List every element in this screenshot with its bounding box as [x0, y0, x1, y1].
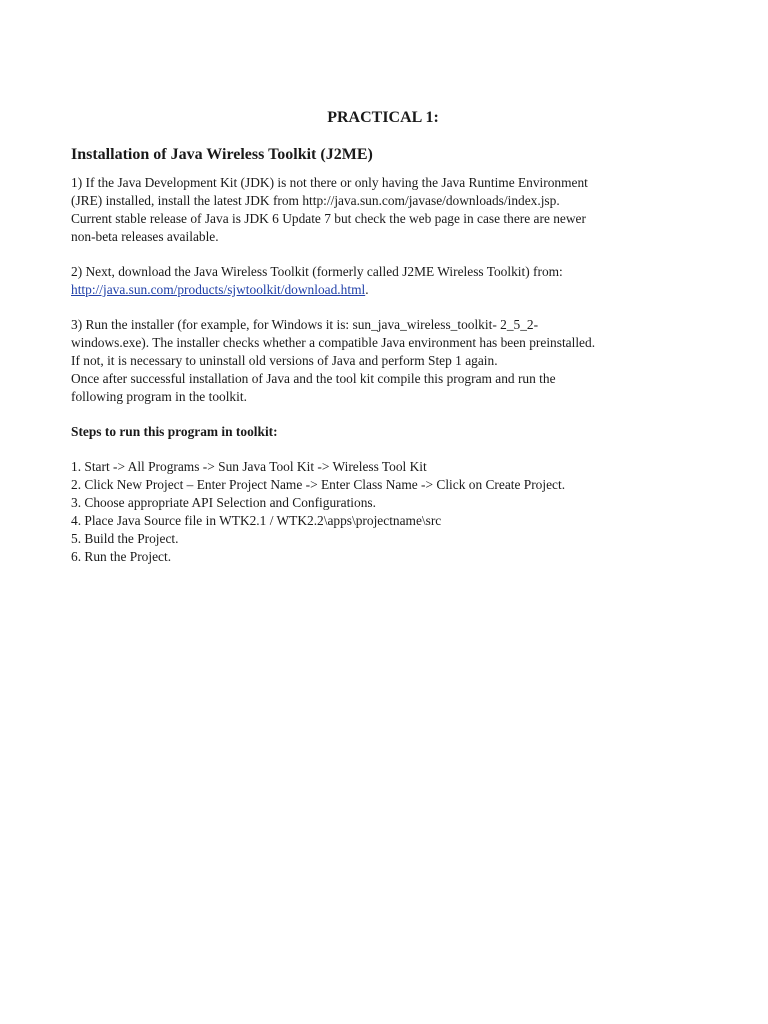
paragraph-1-line: (JRE) installed, install the latest JDK from http://java.sun.com/javase/downloads/index.jsp. [71, 193, 560, 208]
link-suffix: . [365, 282, 369, 297]
paragraph-2-line: 2) Next, download the Java Wireless Toolkit (formerly called J2ME Wireless Toolkit) from: [71, 264, 563, 279]
step-item: 2. Click New Project – Enter Project Name -> Enter Class Name -> Click on Create Project. [71, 477, 566, 492]
steps-list [71, 458, 691, 566]
paragraph-3-line: Once after successful installation of Java and the tool kit compile this program and run the [71, 371, 556, 386]
toolkit-download-link[interactable]: http://java.sun.com/products/sjwtoolkit/download.html [71, 282, 366, 297]
paragraph-3-line: windows.exe). The installer checks whether a compatible Java environment has been preinstalled. [71, 335, 596, 350]
document-page [71, 108, 691, 566]
section-heading: Installation of Java Wireless Toolkit (J2ME) [71, 146, 373, 163]
step-item: 1. Start -> All Programs -> Sun Java Tool Kit -> Wireless Tool Kit [71, 459, 427, 474]
paragraph-3-line: If not, it is necessary to uninstall old versions of Java and perform Step 1 again. [71, 353, 498, 368]
paragraph-2 [71, 263, 691, 299]
paragraph-1-line: 1) If the Java Development Kit (JDK) is not there or only having the Java Runtime Environment [71, 175, 588, 190]
paragraph-1-line: Current stable release of Java is JDK 6 Update 7 but check the web page in case there are newer [71, 211, 586, 226]
step-item: 3. Choose appropriate API Selection and Configurations. [71, 495, 376, 510]
step-item: 5. Build the Project. [71, 531, 179, 546]
step-item: 4. Place Java Source file in WTK2.1 / WTK2.2\apps\projectname\src [71, 513, 442, 528]
paragraph-2-link-line [71, 281, 691, 299]
steps-heading: Steps to run this program in toolkit: [71, 424, 278, 439]
paragraph-3-line: 3) Run the installer (for example, for Windows it is: sun_java_wireless_toolkit- 2_5_2- [71, 317, 539, 332]
paragraph-3-line: following program in the toolkit. [71, 389, 247, 404]
paragraph-3 [71, 316, 691, 406]
step-item: 6. Run the Project. [71, 549, 172, 564]
paragraph-1 [71, 174, 691, 246]
page-title: PRACTICAL 1: [327, 109, 439, 126]
paragraph-1-line: non-beta releases available. [71, 229, 219, 244]
